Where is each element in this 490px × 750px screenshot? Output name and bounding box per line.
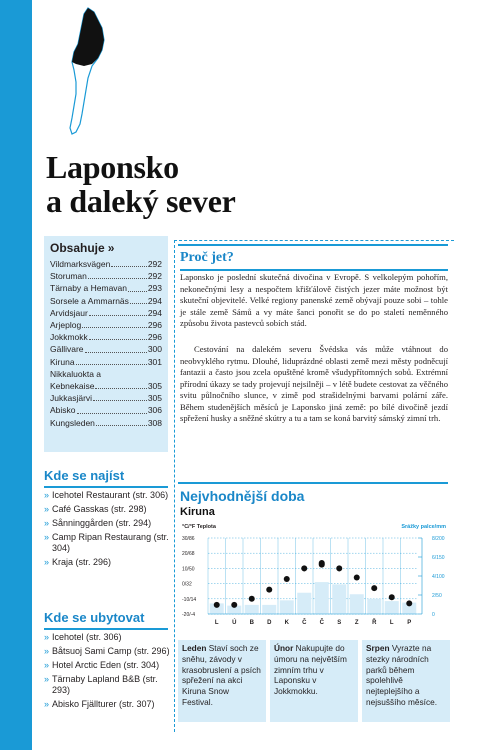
- leader-dots: [76, 356, 147, 365]
- left-tick-label: 10/50: [182, 566, 195, 573]
- month-label: Č: [319, 620, 324, 626]
- column-top-rule: [174, 240, 454, 241]
- month-label: B: [249, 620, 254, 626]
- contents-item[interactable]: [50, 270, 162, 282]
- side-color-bar: [0, 0, 32, 750]
- contents-item-name: Kebnekaise: [50, 381, 95, 392]
- list-item-text: Abisko Fjällturer (str. 307): [52, 699, 155, 710]
- contents-item-page: 296: [147, 320, 162, 331]
- contents-item[interactable]: [50, 368, 162, 392]
- month-label: D: [267, 620, 272, 626]
- contents-item-name: Vildmarksvägen: [50, 259, 111, 269]
- right-tick-label: 0: [432, 612, 435, 618]
- leader-dots: [128, 282, 147, 291]
- contents-item-page: 308: [147, 417, 162, 428]
- contents-item-name: Tärnaby a Hemavan: [50, 283, 128, 294]
- month-label: L: [214, 620, 219, 626]
- contents-box: [44, 236, 168, 452]
- precip-bar: [245, 605, 259, 614]
- contents-item-name: Arvidsjaur: [50, 307, 88, 318]
- temp-marker: [231, 602, 237, 608]
- contents-item-name: Jukkasjärvi: [50, 393, 93, 404]
- why-paragraph-2: Cestování na dalekém severu Švédska vás může vtáhnout do neobvyklého rytmu. Dlouhé, liduprázdné oblasti země mezi městy podněcují fantazii a často jsou zcela opuštěné kromě všudypřítomných sobů. Extrémní přírodní úkazy se tady projevují nejsilněji – v létě budete cestovat za věčného svitu půlnočního slunce, v zimě pod strašidelnými barvami polární záře. Během studenějších měsíců je Laponsko jiná země: po bílé divočině jezdí spřežení husky a sněžné skútry a tu a tam se koná barvitý sámský zimní trh.: [180, 344, 448, 423]
- chevron-right-icon: »: [107, 241, 115, 255]
- list-item[interactable]: [44, 557, 172, 568]
- temp-marker: [406, 600, 412, 606]
- bullet-icon: »: [44, 504, 50, 514]
- where-eat-list: [44, 490, 172, 571]
- contents-item[interactable]: [50, 307, 162, 319]
- leader-dots: [96, 417, 147, 426]
- contents-item-page: 294: [147, 295, 162, 306]
- contents-item-name: Abisko: [50, 405, 76, 416]
- left-tick-label: 30/86: [182, 536, 195, 542]
- right-tick-label: 6/150: [432, 555, 445, 561]
- info-august: [362, 640, 450, 722]
- temp-marker: [266, 587, 272, 593]
- list-item[interactable]: [44, 490, 172, 501]
- contents-item-page: 305: [147, 381, 162, 392]
- info-january-text: Staví soch ze sněhu, závody v krasobruslení a psích spřežení na akci Kiruna Snow Festival.: [182, 643, 261, 707]
- bullet-icon: »: [44, 557, 50, 568]
- best-time-heading: Nejvhodnější doba: [180, 488, 305, 504]
- month-label: Č: [302, 620, 307, 626]
- list-item[interactable]: [44, 504, 172, 515]
- leader-dots: [85, 343, 147, 352]
- list-item[interactable]: [44, 674, 172, 697]
- month-label: S: [337, 620, 342, 626]
- left-tick-label: -10/14: [182, 596, 197, 603]
- list-item-text: Icehotel (str. 306): [52, 632, 122, 642]
- leader-dots: [82, 319, 147, 328]
- contents-item[interactable]: [50, 282, 162, 294]
- best-time-top-rule: [178, 482, 448, 484]
- leader-dots: [77, 404, 147, 413]
- list-item[interactable]: [44, 518, 172, 529]
- right-axis-label: Srážky palce/mm: [401, 524, 446, 530]
- precip-bar: [385, 601, 399, 614]
- contents-item-page: 306: [147, 405, 162, 416]
- info-february: [270, 640, 358, 722]
- leader-dots: [89, 307, 147, 316]
- info-february-label: Únor: [274, 643, 294, 653]
- temp-marker: [249, 596, 255, 602]
- sweden-map-icon: [58, 6, 106, 138]
- list-item-text: Sånninggården (str. 294): [52, 518, 152, 528]
- column-divider: [174, 240, 175, 732]
- contents-item[interactable]: [50, 404, 162, 416]
- climate-chart: [178, 522, 450, 636]
- list-item-text: Båtsuoj Sami Camp (str. 296): [52, 646, 170, 656]
- bullet-icon: »: [44, 490, 50, 500]
- list-item-text: Hotel Arctic Eden (str. 304): [52, 660, 160, 670]
- temp-marker: [371, 585, 377, 591]
- leader-dots: [95, 380, 146, 389]
- list-item[interactable]: [44, 632, 172, 643]
- contents-item[interactable]: [50, 331, 162, 343]
- contents-item-name: Jokkmokk: [50, 332, 88, 343]
- why-top-rule: [178, 244, 448, 246]
- contents-item-page: 305: [147, 393, 162, 404]
- precip-bar: [280, 600, 294, 614]
- contents-item-name: Kiruna: [50, 356, 75, 367]
- bullet-icon: »: [44, 660, 50, 670]
- where-eat-heading: Kde se najíst: [44, 468, 168, 488]
- list-item[interactable]: [44, 699, 172, 710]
- list-item-text: Café Gasskas (str. 298): [52, 504, 147, 514]
- contents-title: Obsahuje: [50, 241, 105, 255]
- right-tick-label: 8/200: [432, 536, 445, 542]
- list-item[interactable]: [44, 660, 172, 671]
- list-item-text: Camp Ripan Restaurang (str. 304): [52, 532, 169, 554]
- temp-marker: [319, 560, 325, 568]
- contents-item-name: Arjeplog: [50, 320, 82, 331]
- contents-item-name: Storuman: [50, 271, 87, 282]
- left-axis-label: °C/°F Teplota: [182, 524, 216, 530]
- chapter-title-line1: Laponsko: [46, 149, 179, 185]
- month-label: Ř: [372, 620, 377, 626]
- precip-bar: [332, 584, 346, 614]
- contents-item-page: 301: [147, 356, 162, 367]
- bullet-icon: »: [44, 518, 50, 528]
- right-tick-label: 2/50: [432, 593, 442, 599]
- temp-marker: [336, 565, 342, 571]
- contents-item[interactable]: [50, 392, 162, 404]
- month-label: L: [389, 620, 394, 626]
- list-item-text: Tärnaby Lapland B&B (str. 293): [52, 674, 158, 696]
- info-february-text: Nakupujte do úmoru na největším zimním trhu v Laponsku v Jokkmokku.: [274, 643, 347, 697]
- where-stay-list: [44, 632, 172, 713]
- leader-dots: [88, 270, 147, 279]
- leader-dots: [130, 295, 147, 304]
- contents-item[interactable]: [50, 343, 162, 355]
- list-item[interactable]: [44, 646, 172, 657]
- right-tick-label: 4/100: [432, 574, 445, 580]
- temp-marker: [284, 576, 290, 582]
- list-item-text: Kraja (str. 296): [52, 557, 112, 568]
- contents-item-name: Kungsleden: [50, 417, 95, 428]
- precip-bar: [315, 582, 329, 614]
- left-tick-label: 20/68: [182, 551, 195, 558]
- contents-item[interactable]: [50, 295, 162, 307]
- climate-city: Kiruna: [180, 506, 215, 518]
- contents-item-page: 300: [147, 344, 162, 355]
- left-tick-label: 0/32: [182, 581, 192, 588]
- contents-item-name: Gällivare: [50, 344, 84, 355]
- why-heading: Proč jet?: [180, 250, 448, 271]
- temp-marker: [214, 602, 220, 608]
- contents-item-page: 292: [147, 259, 162, 269]
- list-item[interactable]: [44, 532, 172, 555]
- month-label: P: [407, 620, 412, 626]
- temp-marker: [301, 565, 307, 571]
- contents-heading: [50, 241, 162, 255]
- contents-item[interactable]: [50, 417, 162, 429]
- bullet-icon: »: [44, 699, 50, 710]
- contents-item-prefix: Nikkaluokta a: [50, 368, 102, 379]
- leader-dots: [111, 258, 146, 267]
- info-january-label: Leden: [182, 643, 207, 653]
- contents-item[interactable]: [50, 356, 162, 368]
- contents-item[interactable]: [50, 258, 162, 270]
- chapter-title-line2: a daleký sever: [46, 183, 236, 219]
- bullet-icon: »: [44, 532, 50, 542]
- month-label: K: [284, 620, 289, 626]
- where-stay-heading: Kde se ubytovat: [44, 610, 168, 630]
- bullet-icon: »: [44, 674, 50, 684]
- info-january: [178, 640, 266, 722]
- contents-item[interactable]: [50, 319, 162, 331]
- bullet-icon: »: [44, 632, 50, 642]
- leader-dots: [93, 392, 147, 401]
- temp-marker: [389, 594, 395, 600]
- contents-item-page: 293: [147, 283, 162, 294]
- contents-item-name: Sorsele a Ammarnäs: [50, 295, 129, 306]
- precip-bar: [367, 599, 381, 614]
- temp-marker: [354, 575, 360, 581]
- contents-item-page: 296: [147, 332, 162, 343]
- leader-dots: [89, 331, 147, 340]
- contents-item-page: 294: [147, 307, 162, 318]
- month-label: Ú: [232, 620, 237, 626]
- contents-list: [50, 258, 162, 429]
- precip-bar: [350, 594, 364, 614]
- precip-bar: [297, 593, 311, 614]
- info-august-text: Vyrazte na stezky národních parků během spolehlivě nejteplejšího a nejsuššího měsíce.: [366, 643, 438, 707]
- bullet-icon: »: [44, 646, 50, 656]
- chapter-title: [46, 150, 346, 218]
- precip-bar: [262, 605, 276, 614]
- left-tick-label: -20/-4: [182, 612, 196, 618]
- why-paragraph-1: Laponsko je poslední skutečná divočina v Evropě. S velkolepým pohořím, nekonečnými lesy a nespočtem křišťálově čistých jezer máte možnost být skuteční objevitelé. Velké regiony panenské země obývají pouze sobi – tohle je stále země Sámů a vy máte šanci ponořit se do po staletí neměnného způsobu života pastevců sobích stád.: [180, 272, 448, 328]
- info-august-label: Srpen: [366, 643, 390, 653]
- month-label: Z: [354, 620, 359, 626]
- list-item-text: Icehotel Restaurant (str. 306): [52, 490, 169, 500]
- contents-item-page: 292: [147, 271, 162, 282]
